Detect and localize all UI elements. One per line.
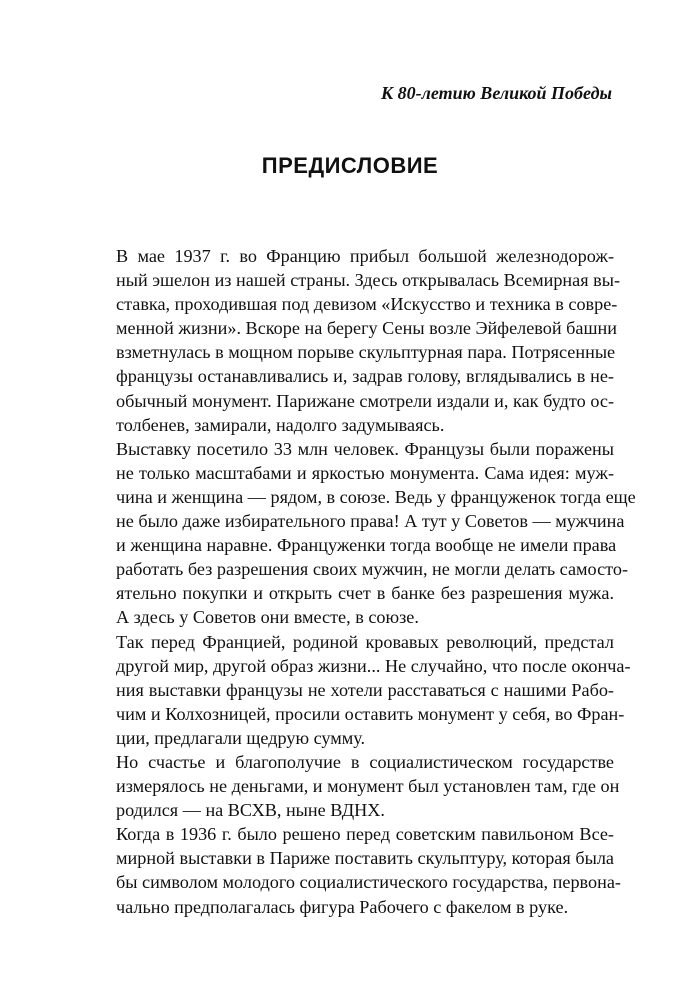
text-line: чим и Колхозницей, просили оставить монумент у себя, во Фран- bbox=[116, 703, 625, 724]
text-line: обычный монумент. Парижане смотрели издали и, как будто ос- bbox=[116, 390, 614, 411]
text-line: взметнулась в мощном порыве скульптурная пара. Потрясенные bbox=[116, 342, 616, 363]
text-line: ятельно покупки и открыть счет в банке без разрешения мужа. bbox=[116, 583, 614, 604]
text-line: толбенев, замирали, надолго задумываясь. bbox=[116, 414, 445, 435]
text-line: не только масштабами и яркостью монумента. Сама идея: муж- bbox=[116, 462, 614, 483]
paragraph-4 bbox=[86, 750, 620, 822]
text-line: чина и женщина — рядом, в союзе. Ведь у француженок тогда еще bbox=[116, 486, 636, 507]
body-text bbox=[86, 244, 636, 919]
text-line: ции, предлагали щедрую сумму. bbox=[116, 727, 366, 748]
text-line: и женщина наравне. Француженки тогда вообще не имели права bbox=[116, 535, 617, 556]
text-line: измерялось не деньгами, и монумент был установлен там, где он bbox=[116, 776, 620, 797]
text-line: мирной выставки в Париже поставить скульптуру, которая была bbox=[116, 848, 614, 869]
text-line: ния выставки французы не хотели расставаться с нашими Рабо- bbox=[116, 679, 614, 700]
text-line: французы останавливались и, задрав голову, вглядывались в не- bbox=[116, 366, 614, 387]
text-line: менной жизни». Вскоре на берегу Сены возле Эйфелевой башни bbox=[116, 318, 617, 339]
header-epigraph: К 80-летию Великой Победы bbox=[380, 83, 612, 103]
text-line: не было даже избирательного права! А тут у Советов — мужчина bbox=[116, 511, 625, 532]
text-line: А здесь у Советов они вместе, в союзе. bbox=[116, 607, 419, 628]
paragraph-1 bbox=[86, 244, 621, 437]
text-line: работать без разрешения своих мужчин, не могли делать самосто- bbox=[116, 559, 629, 580]
text-line: Выставку посетило 33 млн человек. Французы были поражены bbox=[116, 438, 614, 459]
text-line: Но счастье и благополучие в социалистическом государстве bbox=[116, 751, 614, 772]
text-line: Так перед Францией, родиной кровавых революций, предстал bbox=[116, 631, 614, 652]
text-line: чально предполагалась фигура Рабочего с факелом в руке. bbox=[116, 896, 569, 917]
text-line: родился — на ВСХВ, ныне ВДНХ. bbox=[116, 800, 385, 821]
text-line: В мае 1937 г. во Францию прибыл большой железнодорож- bbox=[116, 246, 614, 266]
text-line: ный эшелон из нашей страны. Здесь открывалась Всемирная вы- bbox=[116, 270, 621, 291]
paragraph-5 bbox=[86, 822, 621, 918]
paragraph-3 bbox=[86, 630, 631, 750]
text-line: бы символом молодого социалистического государства, первона- bbox=[116, 872, 621, 893]
text-line: ставка, проходившая под девизом «Искусство и техника в совре- bbox=[116, 294, 618, 315]
paragraph-2 bbox=[86, 437, 636, 630]
text-line: другой мир, другой образ жизни... Не случайно, что после оконча- bbox=[116, 655, 631, 676]
text-line: Когда в 1936 г. было решено перед советским павильоном Все- bbox=[116, 824, 614, 845]
page-title: ПРЕДИСЛОВИЕ bbox=[261, 153, 439, 178]
